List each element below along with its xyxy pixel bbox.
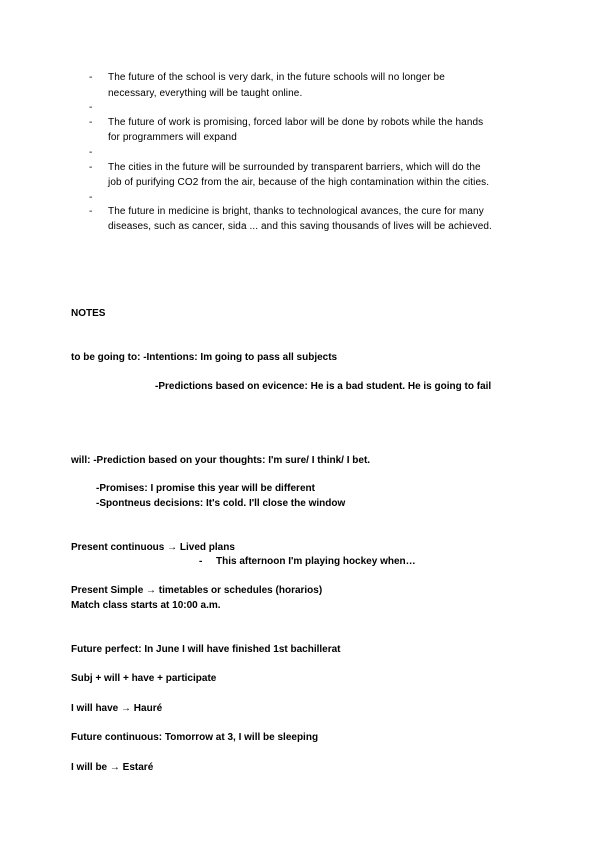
predictions-line: -Predictions based on evicence: He is a bad student. He is going to fail: [155, 381, 492, 392]
bullet-marker: -: [89, 147, 93, 158]
match-line: Match class starts at 10:00 a.m.: [71, 600, 221, 611]
bullet-marker: -: [89, 102, 93, 113]
bullet-line: The future of work is promising, forced labor will be done by robots while the hands: [108, 117, 484, 128]
pc-marker: -: [199, 556, 203, 567]
future-perfect-line: Future perfect: In June I will have finished 1st bachillerat: [71, 644, 341, 655]
bullet-line: The future of the school is very dark, in the future schools will no longer be: [108, 72, 445, 83]
will-line: will: -Prediction based on your thoughts: I'm sure/ I think/ I bet.: [71, 455, 371, 466]
pc-example-line: This afternoon I'm playing hockey when…: [216, 556, 416, 567]
present-simple-line: Present Simple → timetables or schedules (horarios): [71, 585, 323, 596]
notes-heading: NOTES: [71, 308, 106, 319]
promises-line: -Promises: I promise this year will be different: [96, 483, 315, 494]
bullet-marker: -: [89, 162, 93, 173]
future-continuous-line: Future continuous: Tomorrow at 3, I will be sleeping: [71, 732, 319, 743]
will-be-line: I will be → Estaré: [71, 762, 154, 773]
spontaneous-line: -Spontneus decisions: It's cold. I'll close the window: [96, 498, 346, 509]
bullet-marker: -: [89, 192, 93, 203]
going-to-line: to be going to: -Intentions: Im going to pass all subjects: [71, 352, 338, 363]
bullet-marker: -: [89, 72, 93, 83]
bullet-line: diseases, such as cancer, sida ... and this saving thousands of lives will be achieved.: [108, 221, 492, 232]
bullet-line: job of purifying CO2 from the air, because of the high contamination within the cities.: [108, 177, 490, 188]
bullet-line: for programmers will expand: [108, 132, 237, 143]
bullet-marker: -: [89, 117, 93, 128]
bullet-line: necessary, everything will be taught online.: [108, 88, 303, 99]
bullet-line: The future in medicine is bright, thanks to technological avances, the cure for many: [108, 206, 484, 217]
will-have-line: I will have → Hauré: [71, 703, 163, 714]
present-continuous-line: Present continuous → Lived plans: [71, 542, 235, 553]
bullet-line: The cities in the future will be surrounded by transparent barriers, which will do the: [108, 162, 481, 173]
formula-line: Subj + will + have + participate: [71, 673, 217, 684]
bullet-marker: -: [89, 206, 93, 217]
